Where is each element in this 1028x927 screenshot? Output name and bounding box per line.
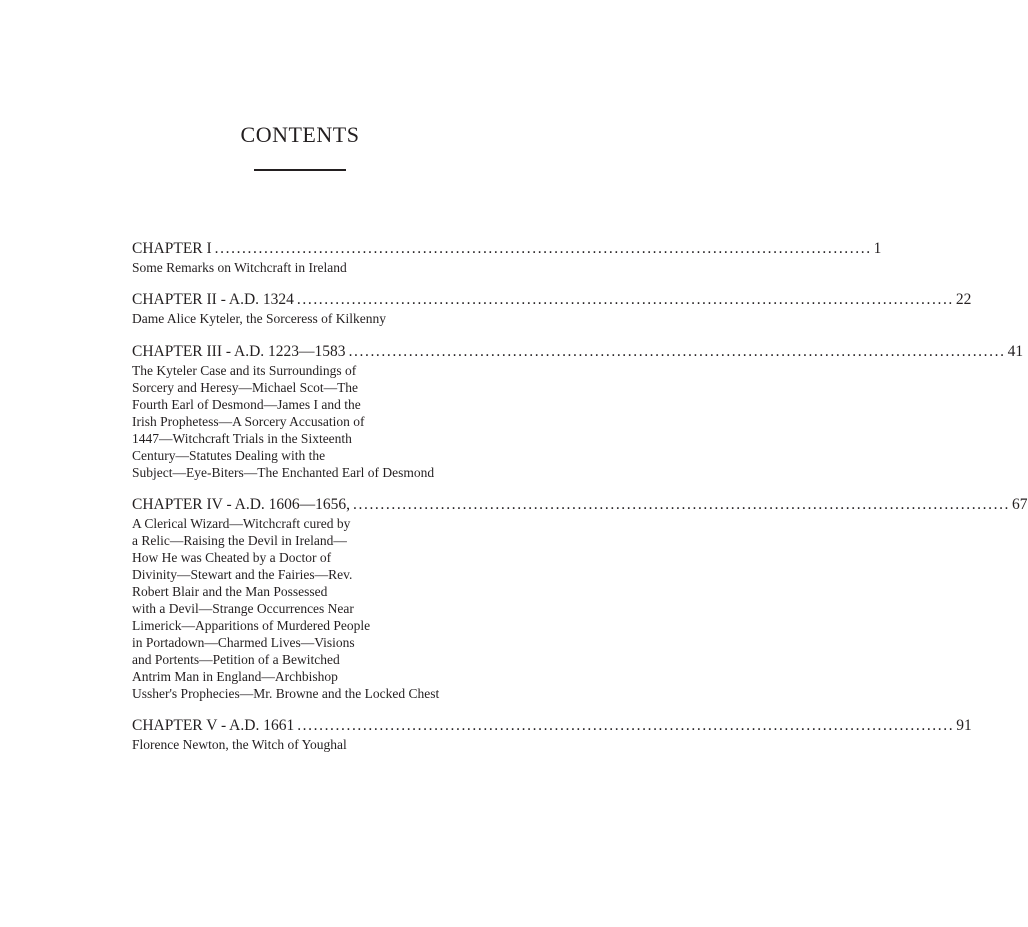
chapter-heading: CHAPTER II - A.D. 1324 [132, 291, 294, 308]
description-line: Fourth Earl of Desmond—James I and the [132, 397, 361, 412]
description-line: Subject—Eye-Biters—The Enchanted Earl of Desmond [132, 465, 435, 480]
chapter-description [132, 362, 468, 481]
chapter-description [132, 736, 468, 753]
page-number: 67 [1012, 496, 1028, 513]
toc-entry [132, 495, 1028, 702]
chapter-heading-row [132, 239, 882, 259]
chapter-heading: CHAPTER V - A.D. 1661 [132, 717, 295, 734]
chapter-heading: CHAPTER IV - A.D. 1606—1656, [132, 496, 351, 513]
description-line: Sorcery and Heresy—Michael Scot—The [132, 380, 359, 395]
page-number: 22 [955, 291, 972, 308]
chapter-heading-row [132, 342, 1024, 362]
description-line: Dame Alice Kyteler, the Sorceress of Kilkenny [132, 311, 387, 326]
chapter-heading-row [132, 716, 972, 736]
dot-leader: ........................................................................................................................ [353, 496, 1011, 513]
chapter-heading-row [132, 290, 972, 310]
description-line: Some Remarks on Witchcraft in Ireland [132, 260, 347, 275]
dot-leader: ........................................................................................................................ [296, 291, 954, 308]
description-line: Ussher's Prophecies—Mr. Browne and the Locked Chest [132, 686, 440, 701]
description-line: Limerick—Apparitions of Murdered People [132, 618, 371, 633]
dot-leader: ........................................................................................................................ [348, 343, 1006, 360]
page-number: 41 [1007, 343, 1024, 360]
chapter-heading: CHAPTER III - A.D. 1223—1583 [132, 343, 346, 360]
description-line: Antrim Man in England—Archbishop [132, 669, 338, 684]
toc-entry [132, 342, 1024, 481]
table-of-contents [132, 239, 1028, 767]
description-line: 1447—Witchcraft Trials in the Sixteenth [132, 431, 352, 446]
dot-leader: ........................................................................................................................ [214, 240, 872, 257]
description-line: and Portents—Petition of a Bewitched [132, 652, 340, 667]
description-line: with a Devil—Strange Occurrences Near [132, 601, 354, 616]
description-line: Florence Newton, the Witch of Youghal [132, 737, 347, 752]
toc-entry [132, 716, 972, 753]
chapter-description [132, 259, 468, 276]
page-number: 91 [956, 717, 972, 734]
title-rule [254, 169, 346, 171]
description-line: Century—Statutes Dealing with the [132, 448, 326, 463]
dot-leader: ........................................................................................................................ [297, 717, 955, 734]
description-line: in Portadown—Charmed Lives—Visions [132, 635, 355, 650]
description-line: Irish Prophetess—A Sorcery Accusation of [132, 414, 365, 429]
chapter-heading: CHAPTER I [132, 240, 212, 257]
chapter-heading-row [132, 495, 1028, 515]
chapter-description [132, 515, 468, 702]
description-line: A Clerical Wizard—Witchcraft cured by [132, 516, 351, 531]
toc-entry [132, 239, 882, 276]
page-number: 1 [873, 240, 882, 257]
description-line: a Relic—Raising the Devil in Ireland— [132, 533, 347, 548]
description-line: Robert Blair and the Man Possessed [132, 584, 328, 599]
chapter-description [132, 310, 468, 327]
description-line: The Kyteler Case and its Surroundings of [132, 363, 357, 378]
page-title: CONTENTS [240, 122, 360, 147]
toc-entry [132, 290, 972, 327]
description-line: Divinity—Stewart and the Fairies—Rev. [132, 567, 353, 582]
description-line: How He was Cheated by a Doctor of [132, 550, 332, 565]
